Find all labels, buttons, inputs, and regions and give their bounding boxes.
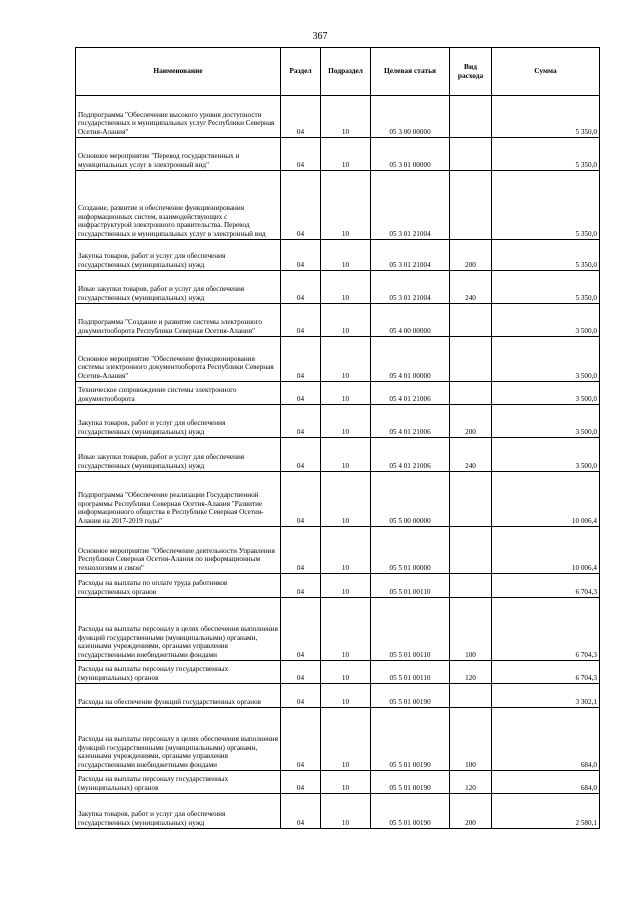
cell-subsection: 10 xyxy=(321,337,371,382)
cell-type: 120 xyxy=(450,771,492,794)
table-row xyxy=(76,574,600,598)
cell-sum: 5 350,0 xyxy=(492,96,600,138)
cell-target: 05 4 01 21006 xyxy=(371,438,450,472)
cell-sum: 684,0 xyxy=(492,708,600,771)
cell-sum: 6 704,3 xyxy=(492,598,600,661)
cell-section: 04 xyxy=(281,438,321,472)
cell-target: 05 5 01 00190 xyxy=(371,771,450,794)
cell-name: Расходы на выплаты персоналу государственных (муниципальных) органов xyxy=(76,661,281,684)
cell-type xyxy=(450,304,492,337)
header-name: Наименование xyxy=(76,48,281,96)
cell-target: 05 4 01 21006 xyxy=(371,405,450,438)
table-row xyxy=(76,472,600,527)
cell-sum: 684,0 xyxy=(492,771,600,794)
cell-sum: 6 704,3 xyxy=(492,661,600,684)
cell-type: 120 xyxy=(450,661,492,684)
cell-section: 04 xyxy=(281,708,321,771)
table-row xyxy=(76,271,600,304)
cell-target: 05 3 01 21004 xyxy=(371,240,450,271)
table-row xyxy=(76,171,600,240)
cell-sum: 3 500,0 xyxy=(492,337,600,382)
cell-name: Иные закупки товаров, работ и услуг для обеспечения государственных (муниципальных) нужд xyxy=(76,271,281,304)
cell-section: 04 xyxy=(281,240,321,271)
cell-section: 04 xyxy=(281,304,321,337)
cell-name: Основное мероприятие "Обеспечение функционирования системы электронного документооборота Республики Северная Осетия-Алания" xyxy=(76,337,281,382)
table-row xyxy=(76,240,600,271)
cell-subsection: 10 xyxy=(321,472,371,527)
header-target: Целевая статья xyxy=(371,48,450,96)
cell-sum: 5 350,0 xyxy=(492,271,600,304)
cell-name: Подпрограмма "Создание и развитие системы электронного документооборота Республики Северная Осетия-Алания" xyxy=(76,304,281,337)
table-row xyxy=(76,794,600,829)
cell-target: 05 5 01 00190 xyxy=(371,684,450,708)
cell-type: 240 xyxy=(450,438,492,472)
cell-subsection: 10 xyxy=(321,438,371,472)
cell-target: 05 3 01 00000 xyxy=(371,138,450,171)
header-section: Раздел xyxy=(281,48,321,96)
cell-target: 05 3 01 21004 xyxy=(371,171,450,240)
cell-target: 05 5 01 00000 xyxy=(371,527,450,574)
table-row xyxy=(76,771,600,794)
cell-type: 100 xyxy=(450,598,492,661)
table-row xyxy=(76,438,600,472)
cell-sum: 10 006,4 xyxy=(492,472,600,527)
table-row xyxy=(76,598,600,661)
cell-section: 04 xyxy=(281,771,321,794)
cell-sum: 3 500,0 xyxy=(492,382,600,405)
cell-target: 05 3 01 21004 xyxy=(371,271,450,304)
cell-name: Техническое сопровождение системы электронного документооборота xyxy=(76,382,281,405)
cell-type: 200 xyxy=(450,405,492,438)
cell-subsection: 10 xyxy=(321,240,371,271)
table-row xyxy=(76,304,600,337)
table-row xyxy=(76,138,600,171)
cell-subsection: 10 xyxy=(321,708,371,771)
cell-sum: 3 500,0 xyxy=(492,304,600,337)
cell-subsection: 10 xyxy=(321,574,371,598)
table-row xyxy=(76,684,600,708)
cell-sum: 3 500,0 xyxy=(492,438,600,472)
cell-name: Подпрограмма "Обеспечение высокого уровня доступности государственных и муниципальных услуг Республики Северная Осетия-Алания" xyxy=(76,96,281,138)
cell-name: Расходы на выплаты по оплате труда работников государственных органов xyxy=(76,574,281,598)
cell-type xyxy=(450,527,492,574)
cell-name: Закупка товаров, работ и услуг для обеспечения государственных (муниципальных) нужд xyxy=(76,240,281,271)
cell-section: 04 xyxy=(281,271,321,304)
cell-subsection: 10 xyxy=(321,771,371,794)
cell-section: 04 xyxy=(281,382,321,405)
cell-name: Подпрограмма "Обеспечение реализации Государственной программы Республики Северная Осетия-Алания "Развитие информационного общества в Республике Северная Осетия-Алания на 2017-2019 годы" xyxy=(76,472,281,527)
cell-sum: 2 580,1 xyxy=(492,794,600,829)
cell-name: Расходы на выплаты персоналу в целях обеспечения выполнения функций государственными (муниципальными) органами, казенными учреждениями, органами управления государственными внебюджетными фондами xyxy=(76,708,281,771)
table-row xyxy=(76,661,600,684)
cell-subsection: 10 xyxy=(321,598,371,661)
cell-section: 04 xyxy=(281,598,321,661)
cell-type xyxy=(450,337,492,382)
cell-subsection: 10 xyxy=(321,527,371,574)
header-subsection: Подраздел xyxy=(321,48,371,96)
cell-section: 04 xyxy=(281,96,321,138)
cell-section: 04 xyxy=(281,472,321,527)
header-expense-type-line1: Вид xyxy=(464,61,477,71)
cell-sum: 5 350,0 xyxy=(492,240,600,271)
cell-name: Создание, развитие и обеспечение функционирования информационных систем, взаимодействующих с инфраструктурой электронного правительства. Перевод государственных и муниципальных услуг в электронный вид xyxy=(76,171,281,240)
cell-name: Закупка товаров, работ и услуг для обеспечения государственных (муниципальных) нужд xyxy=(76,794,281,829)
table-row xyxy=(76,382,600,405)
cell-name: Расходы на выплаты персоналу в целях обеспечения выполнения функций государственными (муниципальными) органами, казенными учреждениями, органами управления государственными внебюджетными фондами xyxy=(76,598,281,661)
cell-target: 05 5 01 00110 xyxy=(371,661,450,684)
cell-subsection: 10 xyxy=(321,382,371,405)
cell-target: 05 5 01 00110 xyxy=(371,598,450,661)
cell-name: Основное мероприятие "Перевод государственных и муниципальных услуг в электронный вид" xyxy=(76,138,281,171)
cell-target: 05 5 01 00190 xyxy=(371,708,450,771)
table-header-row xyxy=(76,48,600,96)
cell-target: 05 5 01 00110 xyxy=(371,574,450,598)
cell-type xyxy=(450,684,492,708)
cell-subsection: 10 xyxy=(321,96,371,138)
cell-target: 05 4 01 00000 xyxy=(371,337,450,382)
cell-subsection: 10 xyxy=(321,405,371,438)
table-row xyxy=(76,337,600,382)
cell-section: 04 xyxy=(281,574,321,598)
cell-type xyxy=(450,472,492,527)
cell-sum: 5 350,0 xyxy=(492,138,600,171)
cell-type: 200 xyxy=(450,794,492,829)
table-row xyxy=(76,708,600,771)
cell-subsection: 10 xyxy=(321,171,371,240)
cell-sum: 5 350,0 xyxy=(492,171,600,240)
cell-section: 04 xyxy=(281,138,321,171)
cell-subsection: 10 xyxy=(321,794,371,829)
cell-section: 04 xyxy=(281,684,321,708)
cell-sum: 10 006,4 xyxy=(492,527,600,574)
cell-sum: 6 704,3 xyxy=(492,574,600,598)
cell-target: 05 5 00 00000 xyxy=(371,472,450,527)
cell-target: 05 3 00 00000 xyxy=(371,96,450,138)
cell-subsection: 10 xyxy=(321,138,371,171)
cell-type xyxy=(450,138,492,171)
cell-sum: 3 302,1 xyxy=(492,684,600,708)
cell-name: Основное мероприятие "Обеспечение деятельности Управления Республики Северная Осетия-Алания по информационным технологиям и связи" xyxy=(76,527,281,574)
cell-type xyxy=(450,171,492,240)
cell-type: 200 xyxy=(450,240,492,271)
cell-sum: 3 500,0 xyxy=(492,405,600,438)
cell-section: 04 xyxy=(281,337,321,382)
cell-subsection: 10 xyxy=(321,304,371,337)
budget-table xyxy=(75,47,600,829)
cell-section: 04 xyxy=(281,661,321,684)
cell-name: Расходы на выплаты персоналу государственных (муниципальных) органов xyxy=(76,771,281,794)
header-expense-type xyxy=(450,48,492,96)
cell-section: 04 xyxy=(281,794,321,829)
cell-section: 04 xyxy=(281,171,321,240)
cell-target: 05 4 00 00000 xyxy=(371,304,450,337)
cell-type xyxy=(450,574,492,598)
cell-name: Расходы на обеспечение функций государственных органов xyxy=(76,684,281,708)
table-row xyxy=(76,405,600,438)
cell-target: 05 5 01 00190 xyxy=(371,794,450,829)
cell-subsection: 10 xyxy=(321,661,371,684)
cell-type xyxy=(450,382,492,405)
header-sum: Сумма xyxy=(492,48,600,96)
table-row xyxy=(76,96,600,138)
cell-subsection: 10 xyxy=(321,271,371,304)
cell-type xyxy=(450,96,492,138)
cell-section: 04 xyxy=(281,405,321,438)
table-row xyxy=(76,527,600,574)
cell-type: 240 xyxy=(450,271,492,304)
cell-name: Иные закупки товаров, работ и услуг для обеспечения государственных (муниципальных) нужд xyxy=(76,438,281,472)
cell-subsection: 10 xyxy=(321,684,371,708)
page-number: 367 xyxy=(312,31,328,42)
cell-type: 100 xyxy=(450,708,492,771)
cell-target: 05 4 01 21006 xyxy=(371,382,450,405)
cell-name: Закупка товаров, работ и услуг для обеспечения государственных (муниципальных) нужд xyxy=(76,405,281,438)
header-expense-type-line2: расхода xyxy=(457,70,484,80)
cell-section: 04 xyxy=(281,527,321,574)
